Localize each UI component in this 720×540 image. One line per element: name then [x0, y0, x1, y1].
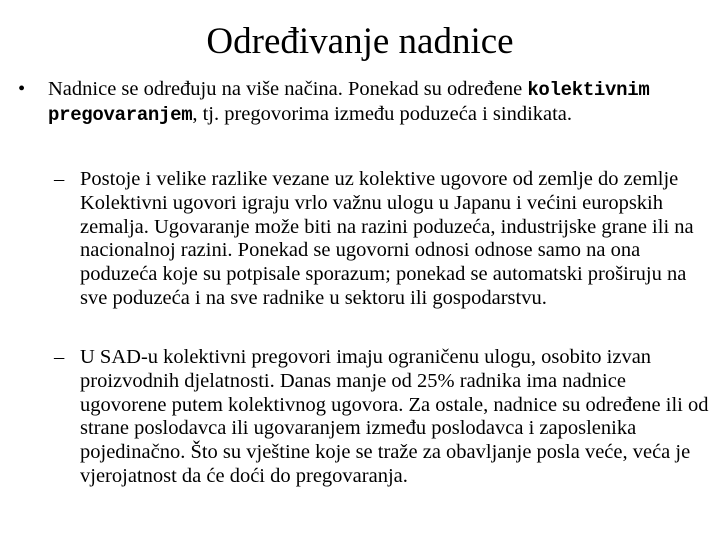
sub-bullet-1 — [54, 168, 710, 311]
main-bullet-text — [48, 78, 708, 127]
sub-bullet-text: Postoje i velike razlike vezane uz kolektive ugovore od zemlje do zemlje Kolektivni ugovori igraju vrlo važnu ulogu u Japanu i većini europskih zemalja. Ugovaranje može biti na razini poduzeća, industrijske grane ili na nacionalnoj razini. Ponekad se ugovorni odnosi odnose samo na ona poduzeća koje su potpisale sporazum; ponekad se automatski proširuju na sve poduzeća i na sve radnike u sektoru ili gospodarstvu. — [80, 168, 694, 309]
slide-title: Određivanje nadnice — [206, 21, 514, 62]
bullet-text-before: Nadnice se određuju na više načina. Ponekad su određene — [48, 78, 528, 100]
sub-bullet-marker: – — [54, 168, 65, 190]
bullet-text-after: , tj. pregovorima između poduzeća i sindikata. — [192, 102, 573, 125]
sub-bullet-text: U SAD-u kolektivni pregovori imaju ograničenu ulogu, osobito izvan proizvodnih djelatnosti. Danas manje od 25% radnika ima nadnice ugovorene putem kolektivnog ugovora. Za ostale, nadnice su određene ili od strane poslodavca ili ugovaranjem između poslodavca i zaposlenika pojedinačno. Što su vještine koje se traže za obavljanje posla veće, veća je vjerojatnost da će doći do pregovaranja. — [80, 346, 709, 487]
sub-bullet-2 — [54, 346, 710, 489]
main-bullet — [18, 78, 708, 127]
sub-bullet-marker: – — [54, 346, 65, 368]
bullet-bold-term: kolektivnim pregovaranjem — [48, 79, 650, 126]
bullet-marker: • — [18, 78, 26, 100]
